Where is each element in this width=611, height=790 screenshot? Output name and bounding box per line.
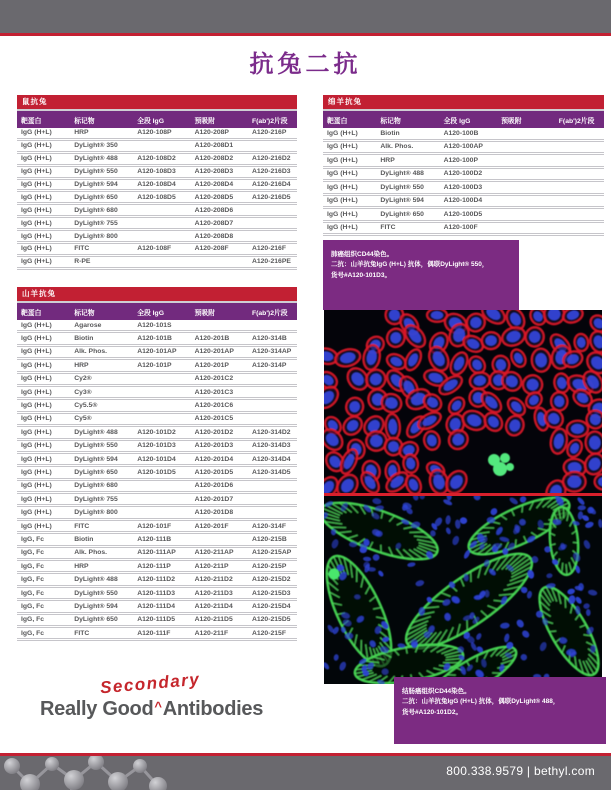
fluorescence-image-green: [324, 496, 602, 684]
table-cell: A120-100P: [443, 156, 478, 164]
table-cell: IgG (H+L): [21, 258, 52, 266]
table-row: [17, 601, 297, 614]
table-cell: A120-216D2: [251, 155, 291, 163]
table-cell: A120-211D3: [194, 589, 233, 597]
col-header-fab2: F(ab')2片段: [251, 117, 288, 125]
footer-bar: [0, 756, 611, 790]
table-cell: IgG (H+L): [327, 156, 358, 164]
table-row: [17, 257, 297, 270]
table-cell: A120-111D3: [137, 589, 175, 597]
table-cell: IgG (H+L): [21, 219, 52, 227]
table-cell: DyLight® 550: [74, 589, 118, 597]
table-cell: IgG (H+L): [21, 522, 52, 530]
table-cell: A120-208F: [194, 245, 229, 253]
top-bar: [0, 0, 611, 36]
table-cell: IgG, Fc: [21, 589, 45, 597]
table-cell: A120-314D4: [251, 455, 291, 463]
table-cell: IgG (H+L): [21, 206, 52, 214]
table-cell: DyLight® 650: [74, 193, 118, 201]
table-cell: A120-201B: [194, 335, 230, 343]
table-cell: DyLight® 800: [74, 232, 118, 240]
table-cell: DyLight® 800: [74, 509, 118, 517]
table-cell: DyLight® 550: [74, 442, 118, 450]
table-cell: IgG (H+L): [21, 415, 52, 423]
caption-line: 肺癌组织CD44染色。: [331, 251, 394, 258]
table-row: [323, 182, 604, 196]
table-header-row: [17, 109, 297, 128]
table-cell: A120-100D2: [443, 170, 483, 178]
table-cell: DyLight® 680: [74, 482, 118, 490]
table-cell: A120-101AP: [137, 348, 177, 356]
table-cell: IgG (H+L): [21, 482, 52, 490]
table-cell: A120-100D5: [443, 210, 483, 218]
table-cell: Biotin: [74, 335, 94, 343]
table-cell: A120-314D2: [251, 428, 291, 436]
table-cell: IgG (H+L): [21, 375, 52, 383]
footer-contact: 800.338.9579 | bethyl.com: [446, 764, 595, 778]
table-cell: IgG, Fc: [21, 535, 45, 543]
caption-line: 二抗：山羊抗兔IgG (H+L) 抗体，偶联DyLight® 488，: [402, 698, 560, 706]
table-cell: A120-108D2: [137, 155, 176, 163]
table-cell: IgG, Fc: [21, 562, 45, 570]
table-cell: DyLight® 550: [74, 168, 118, 176]
table-cell: A120-216F: [251, 245, 286, 253]
table-cell: DyLight® 594: [74, 181, 118, 188]
col-header-preadsorbed: 预吸附: [194, 117, 215, 125]
table-row: [17, 154, 297, 167]
table-cell: A120-208D8: [194, 232, 234, 240]
table-cell: A120-100AP: [443, 143, 483, 151]
table-cell: Agarose: [74, 321, 102, 329]
table-cell: A120-208D4: [194, 181, 234, 188]
table-cell: DyLight® 350: [74, 142, 118, 150]
caret-icon: ^: [154, 699, 162, 714]
table-row: [17, 561, 297, 574]
table-row: [17, 374, 297, 387]
table-row: [17, 400, 297, 413]
caption-line: 二抗：山羊抗兔IgG (H+L) 抗体，偶联DyLight® 550，: [331, 261, 489, 269]
table-cell: IgG (H+L): [21, 348, 52, 356]
table-title: 绵羊抗兔: [323, 95, 604, 109]
table-cell: FITC: [74, 629, 90, 637]
table-cell: HRP: [380, 156, 395, 164]
table-cell: R-PE: [74, 258, 91, 266]
table-row: [17, 534, 297, 547]
table-cell: A120-111P: [137, 562, 171, 570]
table-cell: A120-201AP: [194, 348, 234, 356]
table-cell: IgG (H+L): [21, 468, 52, 476]
table-cell: A120-108P: [137, 129, 172, 137]
table-cell: IgG (H+L): [21, 193, 52, 201]
table-row: [17, 588, 297, 601]
table-row: [323, 155, 604, 169]
fluorescence-image-red: [324, 310, 602, 493]
caption-line: 结肠癌组织CD44染色。: [402, 688, 471, 695]
table-cell: Cy2®: [74, 375, 92, 383]
table-cell: A120-108D4: [137, 181, 176, 188]
table-cell: IgG (H+L): [327, 210, 358, 218]
table-cell: IgG (H+L): [21, 361, 52, 369]
table-cell: IgG (H+L): [21, 428, 52, 436]
table-cell: IgG (H+L): [21, 129, 52, 137]
brand-logo: [40, 669, 330, 740]
table-cell: IgG (H+L): [21, 509, 52, 517]
table-row: [17, 320, 297, 333]
table-cell: A120-208D6: [194, 206, 234, 214]
table-cell: A120-201D5: [194, 468, 234, 476]
table-row: [323, 209, 604, 223]
table-cell: DyLight® 488: [74, 576, 118, 584]
table-cell: A120-100B: [443, 129, 479, 137]
table-cell: A120-314D5: [251, 468, 291, 476]
table-cell: A120-201C3: [194, 388, 234, 396]
table-cell: IgG, Fc: [21, 576, 45, 584]
table-cell: DyLight® 488: [74, 428, 118, 436]
table-row: [17, 333, 297, 346]
table-cell: A120-314P: [251, 361, 287, 369]
logo-main-text: [40, 698, 263, 721]
caption-colon-cd44: [394, 677, 606, 744]
table-cell: A120-208D1: [194, 142, 234, 150]
table-cell: A120-215D4: [251, 602, 291, 610]
table-cell: A120-314F: [251, 522, 286, 530]
table-cell: A120-211D4: [194, 602, 233, 610]
table-cell: DyLight® 680: [74, 206, 118, 214]
table-cell: A120-201D7: [194, 495, 234, 503]
table-cell: IgG (H+L): [21, 455, 52, 463]
table-cell: Biotin: [380, 129, 400, 137]
col-header-preadsorbed: 预吸附: [501, 117, 522, 125]
table-cell: A120-208P: [194, 129, 229, 137]
table-cell: A120-208D3: [194, 168, 234, 176]
table-body: [17, 320, 297, 641]
table-cell: Alk. Phos.: [380, 143, 414, 151]
table-row: [17, 192, 297, 205]
table-row: [323, 223, 604, 237]
table-header-row: [17, 301, 297, 320]
table-cell: A120-101B: [137, 335, 172, 343]
col-header-target: 靶蛋白: [327, 117, 348, 125]
table-cell: DyLight® 488: [380, 170, 424, 178]
table-cell: IgG (H+L): [327, 143, 358, 151]
table-cell: A120-108F: [137, 245, 172, 253]
table-cell: A120-108D3: [137, 168, 176, 176]
table-row: [17, 615, 297, 628]
table-cell: A120-201P: [194, 361, 229, 369]
col-header-whole-igg: 全段 IgG: [137, 117, 164, 125]
table-cell: A120-101F: [137, 522, 172, 530]
table-sheep-anti-rabbit: [323, 95, 604, 236]
table-cell: A120-211AP: [194, 549, 234, 557]
caption-line: 货号#A120-101D3。: [331, 271, 391, 279]
table-cell: A120-111AP: [137, 549, 176, 557]
table-cell: A120-201C5: [194, 415, 234, 423]
table-row: [17, 574, 297, 587]
logo-secondary-script: Secondary: [99, 669, 202, 698]
table-cell: DyLight® 488: [74, 155, 118, 163]
table-row: [323, 142, 604, 156]
table-cell: IgG (H+L): [21, 402, 52, 410]
table-cell: IgG (H+L): [21, 155, 52, 163]
caption-lung-cd44: [323, 240, 519, 310]
table-cell: IgG (H+L): [327, 224, 358, 232]
table-cell: A120-201D8: [194, 509, 234, 517]
table-cell: Cy5®: [74, 415, 92, 423]
table-cell: A120-101P: [137, 361, 172, 369]
table-cell: A120-111D5: [137, 616, 175, 624]
table-cell: IgG (H+L): [21, 168, 52, 176]
table-cell: IgG (H+L): [21, 335, 52, 343]
table-cell: IgG, Fc: [21, 602, 45, 610]
table-cell: A120-101S: [137, 321, 172, 329]
table-row: [17, 454, 297, 467]
table-cell: A120-216D5: [251, 193, 291, 201]
table-cell: IgG (H+L): [21, 388, 52, 396]
caption-line: 货号#A120-101D2。: [402, 708, 462, 716]
table-cell: Alk. Phos.: [74, 549, 108, 557]
table-cell: A120-100D3: [443, 183, 483, 191]
table-cell: DyLight® 650: [74, 468, 118, 476]
table-row: [323, 196, 604, 210]
table-cell: Alk. Phos.: [74, 348, 108, 356]
table-row: [17, 628, 297, 641]
table-cell: A120-216D4: [251, 181, 291, 188]
table-cell: IgG (H+L): [21, 495, 52, 503]
table-row: [17, 231, 297, 244]
table-cell: A120-201D4: [194, 455, 234, 463]
table-mouse-anti-rabbit: [17, 95, 297, 270]
table-cell: A120-201C2: [194, 375, 234, 383]
col-header-fab2: F(ab')2片段: [251, 309, 288, 317]
table-cell: A120-216PE: [251, 258, 291, 266]
table-cell: A120-111B: [137, 535, 172, 543]
table-cell: IgG (H+L): [21, 142, 52, 150]
table-cell: FITC: [74, 245, 90, 253]
table-cell: HRP: [74, 562, 89, 570]
table-cell: A120-215D3: [251, 589, 291, 597]
table-cell: FITC: [74, 522, 90, 530]
table-cell: A120-215AP: [251, 549, 292, 557]
table-cell: IgG (H+L): [327, 197, 358, 205]
table-cell: A120-208D2: [194, 155, 234, 163]
table-cell: DyLight® 594: [74, 455, 118, 463]
table-row: [17, 521, 297, 534]
table-cell: A120-201D6: [194, 482, 234, 490]
table-cell: A120-215P: [251, 562, 287, 570]
table-cell: A120-101D5: [137, 468, 176, 476]
table-row: [17, 205, 297, 218]
table-cell: A120-108D5: [137, 193, 176, 201]
table-row: [323, 128, 604, 142]
col-header-target: 靶蛋白: [21, 309, 42, 317]
col-header-label: 标记物: [380, 117, 401, 125]
table-cell: DyLight® 755: [74, 495, 118, 503]
table-cell: A120-201D2: [194, 428, 234, 436]
table-cell: A120-101D4: [137, 455, 176, 463]
table-cell: DyLight® 594: [74, 602, 118, 610]
table-cell: Cy5.5®: [74, 402, 98, 410]
table-row: [17, 467, 297, 480]
table-cell: DyLight® 550: [380, 183, 424, 191]
table-row: [17, 507, 297, 520]
table-cell: A120-211D5: [194, 616, 233, 624]
table-title: 鼠抗兔: [17, 95, 297, 109]
table-cell: A120-215D5: [251, 616, 291, 624]
table-row: [17, 481, 297, 494]
table-cell: DyLight® 650: [74, 616, 118, 624]
table-cell: A120-314B: [251, 335, 287, 343]
table-cell: A120-215B: [251, 535, 287, 543]
table-cell: IgG, Fc: [21, 629, 45, 637]
table-row: [17, 548, 297, 561]
table-cell: IgG (H+L): [327, 129, 358, 137]
table-cell: DyLight® 650: [380, 210, 424, 218]
table-cell: A120-101D3: [137, 442, 176, 450]
table-row: [17, 141, 297, 154]
table-cell: A120-208D5: [194, 193, 234, 201]
table-cell: A120-215F: [251, 629, 286, 637]
col-header-whole-igg: 全段 IgG: [443, 117, 471, 125]
table-cell: A120-201C6: [194, 402, 234, 410]
table-cell: A120-216D3: [251, 168, 291, 176]
table-cell: A120-314D3: [251, 442, 291, 450]
table-cell: DyLight® 755: [74, 219, 118, 227]
table-row: [17, 218, 297, 231]
table-cell: A120-215D2: [251, 576, 291, 584]
table-cell: A120-314AP: [251, 348, 292, 356]
table-cell: IgG (H+L): [21, 321, 52, 329]
table-row: [17, 441, 297, 454]
table-row: [17, 167, 297, 180]
table-cell: IgG (H+L): [21, 245, 52, 253]
table-row: [323, 169, 604, 183]
col-header-fab2: F(ab')2片段: [558, 117, 595, 125]
table-row: [17, 347, 297, 360]
col-header-label: 标记物: [74, 117, 95, 125]
table-cell: IgG (H+L): [327, 183, 358, 191]
table-cell: HRP: [74, 361, 89, 369]
table-cell: A120-211P: [194, 562, 229, 570]
table-cell: IgG (H+L): [21, 232, 52, 240]
col-header-preadsorbed: 预吸附: [194, 309, 215, 317]
table-cell: IgG (H+L): [21, 442, 52, 450]
table-row: [17, 414, 297, 427]
table-cell: IgG, Fc: [21, 616, 45, 624]
table-cell: A120-208D7: [194, 219, 234, 227]
page-title: 抗兔二抗: [249, 51, 362, 78]
table-cell: IgG (H+L): [327, 170, 358, 178]
table-cell: HRP: [74, 129, 89, 137]
table-cell: A120-211D2: [194, 576, 233, 584]
table-cell: A120-111F: [137, 629, 171, 637]
table-row: [17, 494, 297, 507]
table-row: [17, 427, 297, 440]
table-row: [17, 128, 297, 141]
table-cell: Biotin: [74, 535, 94, 543]
table-cell: A120-201F: [194, 522, 229, 530]
table-goat-anti-rabbit: [17, 287, 297, 641]
table-row: [17, 387, 297, 400]
table-cell: Cy3®: [74, 388, 92, 396]
table-cell: A120-111D2: [137, 576, 175, 584]
table-body: [17, 128, 297, 270]
table-body: [323, 128, 604, 236]
molecule-graphic: [0, 756, 185, 790]
table-cell: A120-216P: [251, 129, 287, 137]
col-header-label: 标记物: [74, 309, 95, 317]
col-header-whole-igg: 全段 IgG: [137, 309, 164, 317]
table-title: 山羊抗兔: [17, 287, 297, 301]
table-cell: A120-201D3: [194, 442, 234, 450]
table-cell: A120-101D2: [137, 428, 176, 436]
table-cell: A120-211F: [194, 629, 229, 637]
table-cell: A120-100F: [443, 224, 478, 232]
table-cell: A120-111D4: [137, 602, 175, 610]
table-cell: DyLight® 594: [380, 197, 424, 205]
table-cell: FITC: [380, 224, 396, 232]
col-header-target: 靶蛋白: [21, 117, 42, 125]
table-row: [17, 244, 297, 257]
table-cell: IgG, Fc: [21, 549, 45, 557]
logo-right: Antibodies: [162, 698, 264, 720]
table-cell: A120-100D4: [443, 197, 483, 205]
table-row: [17, 360, 297, 373]
table-row: [17, 180, 297, 193]
table-header-row: [323, 109, 604, 128]
logo-left: Really Good: [40, 698, 154, 720]
table-cell: IgG (H+L): [21, 181, 52, 188]
